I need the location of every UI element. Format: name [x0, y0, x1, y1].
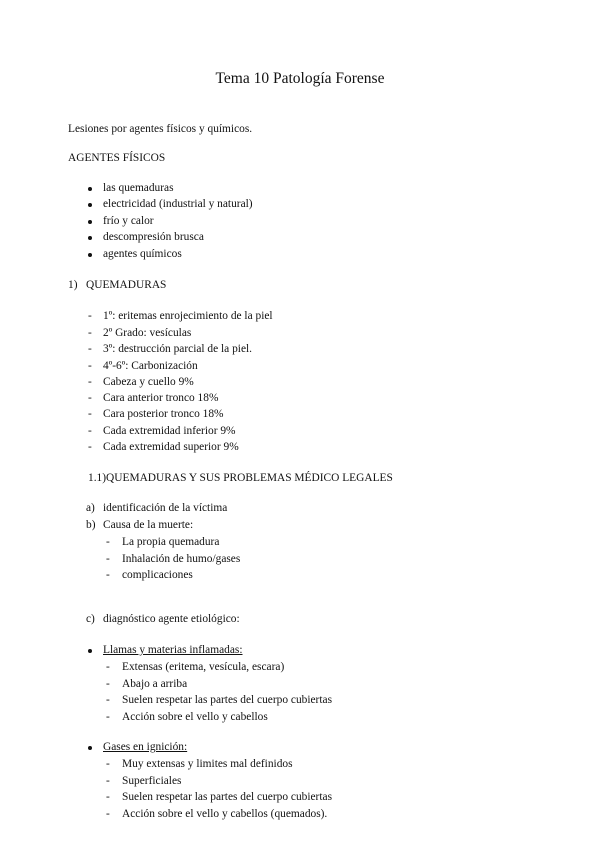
- bullet-dot: [88, 746, 92, 750]
- list-item: Acción sobre el vello y cabellos: [122, 711, 268, 723]
- list-item: Cada extremidad superior 9%: [103, 441, 239, 453]
- list-item: descompresión brusca: [103, 231, 204, 243]
- list-item: Cada extremidad inferior 9%: [103, 425, 236, 437]
- list-item: Suelen respetar las partes del cuerpo cubiertas: [122, 694, 333, 706]
- list-item: complicaciones: [122, 569, 193, 581]
- list-item: 2º Grado: vesículas: [103, 327, 192, 339]
- page-title: Tema 10 Patología Forense: [215, 70, 385, 87]
- list-item: Cabeza y cuello 9%: [103, 376, 194, 388]
- list-item: electricidad (industrial y natural): [103, 198, 253, 210]
- bullet-dot: [88, 649, 92, 653]
- section-heading: QUEMADURAS: [86, 279, 167, 291]
- list-item: Extensas (eritema, vesícula, escara): [122, 661, 285, 673]
- item-text-c: diagnóstico agente etiológico:: [103, 613, 240, 625]
- list-item: Cara anterior tronco 18%: [103, 392, 219, 404]
- dash-marker: -: [106, 808, 110, 820]
- list-item: 4º-6º: Carbonización: [103, 360, 198, 372]
- subsection-heading: 1.1)QUEMADURAS Y SUS PROBLEMAS MÉDICO LEGALES: [88, 472, 393, 484]
- dash-marker: -: [88, 310, 92, 322]
- dash-marker: -: [106, 569, 110, 581]
- dash-marker: -: [106, 775, 110, 787]
- intro-text: Lesiones por agentes físicos y químicos.: [68, 123, 253, 135]
- item-label-a: a): [86, 502, 95, 514]
- item-text-a: identificación de la víctima: [103, 502, 228, 514]
- dash-marker: -: [88, 392, 92, 404]
- list-item: agentes químicos: [103, 248, 182, 260]
- gases-heading: Gases en ignición:: [103, 741, 188, 753]
- dash-marker: -: [88, 376, 92, 388]
- bullet-dot: [88, 187, 92, 191]
- item-label-c: c): [86, 613, 95, 625]
- bullet-dot: [88, 253, 92, 257]
- list-item: Abajo a arriba: [122, 678, 188, 690]
- list-item: Superficiales: [122, 775, 182, 787]
- bullet-dot: [88, 203, 92, 207]
- dash-marker: -: [88, 408, 92, 420]
- dash-marker: -: [106, 791, 110, 803]
- list-item: Cara posterior tronco 18%: [103, 408, 224, 420]
- item-label-b: b): [86, 519, 96, 531]
- agentes-heading: AGENTES FÍSICOS: [68, 152, 166, 164]
- list-item: La propia quemadura: [122, 536, 220, 548]
- item-text-b: Causa de la muerte:: [103, 519, 194, 531]
- list-item: Muy extensas y limites mal definidos: [122, 758, 293, 770]
- dash-marker: -: [106, 553, 110, 565]
- dash-marker: -: [106, 678, 110, 690]
- list-item: Acción sobre el vello y cabellos (quemados).: [122, 808, 328, 820]
- list-item: 3º: destrucción parcial de la piel.: [103, 343, 253, 355]
- list-item: las quemaduras: [103, 182, 174, 194]
- section-number: 1): [68, 279, 78, 291]
- dash-marker: -: [106, 661, 110, 673]
- dash-marker: -: [88, 425, 92, 437]
- list-item: Suelen respetar las partes del cuerpo cubiertas: [122, 791, 333, 803]
- dash-marker: -: [88, 343, 92, 355]
- llamas-heading: Llamas y materias inflamadas:: [103, 644, 243, 656]
- dash-marker: -: [106, 694, 110, 706]
- dash-marker: -: [88, 327, 92, 339]
- bullet-dot: [88, 220, 92, 224]
- dash-marker: -: [88, 360, 92, 372]
- bullet-dot: [88, 236, 92, 240]
- list-item: 1º: eritemas enrojecimiento de la piel: [103, 310, 273, 322]
- dash-marker: -: [106, 711, 110, 723]
- dash-marker: -: [106, 536, 110, 548]
- list-item: Inhalación de humo/gases: [122, 553, 241, 565]
- dash-marker: -: [106, 758, 110, 770]
- dash-marker: -: [88, 441, 92, 453]
- list-item: frío y calor: [103, 215, 154, 227]
